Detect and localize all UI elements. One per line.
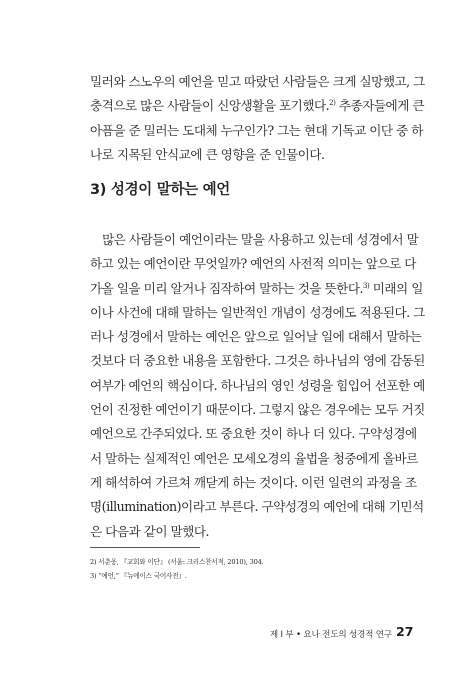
text-segment: 미래의 일 xyxy=(369,280,423,296)
text-line: 예언으로 간주되었다. 또 중요한 것이 하나 더 있다. 구약성경에 xyxy=(90,426,417,442)
text-line: 하고 있는 예언이란 무엇일까? 예언의 사전적 의미는 앞으로 다 xyxy=(90,256,416,272)
text-segment: 많은 사람들이 예언이라는 말을 사용하고 있는데 성경에서 말 xyxy=(102,232,419,247)
footnote-ref: 2) xyxy=(329,99,336,108)
text-line xyxy=(90,94,425,118)
text-segment: 추종자들에게 큰 xyxy=(335,98,425,114)
footnote-item: 2) 서춘웅, 『교회와 이단』 (서울: 크리스찬서적, 2010), 304. xyxy=(90,558,264,566)
text-line: 언이 진정한 예언이기 때문이다. 그렇지 않은 경우에는 모두 거짓 xyxy=(90,402,425,418)
text-line: 게 해석하여 가르쳐 깨닫게 하는 것이다. 이런 일련의 과정을 조 xyxy=(90,474,417,490)
section-heading: 3) 성경이 말하는 예언 xyxy=(90,182,231,198)
text-line: 명(illumination)이라고 부른다. 구약성경의 예언에 대해 기민석 xyxy=(90,499,424,515)
text-line: 이나 사건에 대해 말하는 일반적인 개념이 성경에도 적용된다. 그 xyxy=(90,304,425,320)
text-line: 밀러와 스노우의 예언을 믿고 따랐던 사람들은 크게 실망했고, 그 xyxy=(90,74,425,89)
footnote-item: 3) “예언,” 『뉴에이스 국어사전』. xyxy=(90,571,187,580)
intro-paragraph xyxy=(90,70,425,167)
main-paragraph xyxy=(90,228,425,544)
text-line: 여부가 예언의 핵심이다. 하나님의 영인 성령을 힘입어 선포한 예 xyxy=(90,377,425,393)
footnote-ref: 3) xyxy=(363,281,370,290)
page-number: 27 xyxy=(396,624,414,639)
text-line xyxy=(90,228,419,252)
text-line xyxy=(90,277,423,301)
text-segment: 충격으로 많은 사람들이 신앙생활을 포기했다. xyxy=(90,98,330,114)
text-segment: 가올 일을 미리 알거나 짐작하여 말하는 것을 뜻한다. xyxy=(90,280,364,296)
text-line: 러나 성경에서 말하는 예언은 앞으로 일어날 일에 대해서 말하는 xyxy=(90,329,422,345)
footnotes xyxy=(90,556,263,583)
text-line: 나로 지목된 안식교에 큰 영향을 준 인물이다. xyxy=(90,146,325,162)
text-line: 아픔을 준 밀러는 도대체 누구인가? 그는 현대 기독교 이단 중 하 xyxy=(90,122,423,138)
footnote-divider xyxy=(90,547,200,548)
running-footer: 제 I 부 • 요나 전도의 성경적 연구 xyxy=(269,630,392,640)
text-line: 것보다 더 중요한 내용을 포함한다. 그것은 하나님의 영에 감동된 xyxy=(90,353,425,369)
text-line: 은 다음과 같이 말했다. xyxy=(90,523,210,539)
text-line: 서 말하는 실제적인 예언은 모세오경의 율법을 청중에게 올바르 xyxy=(90,450,418,466)
